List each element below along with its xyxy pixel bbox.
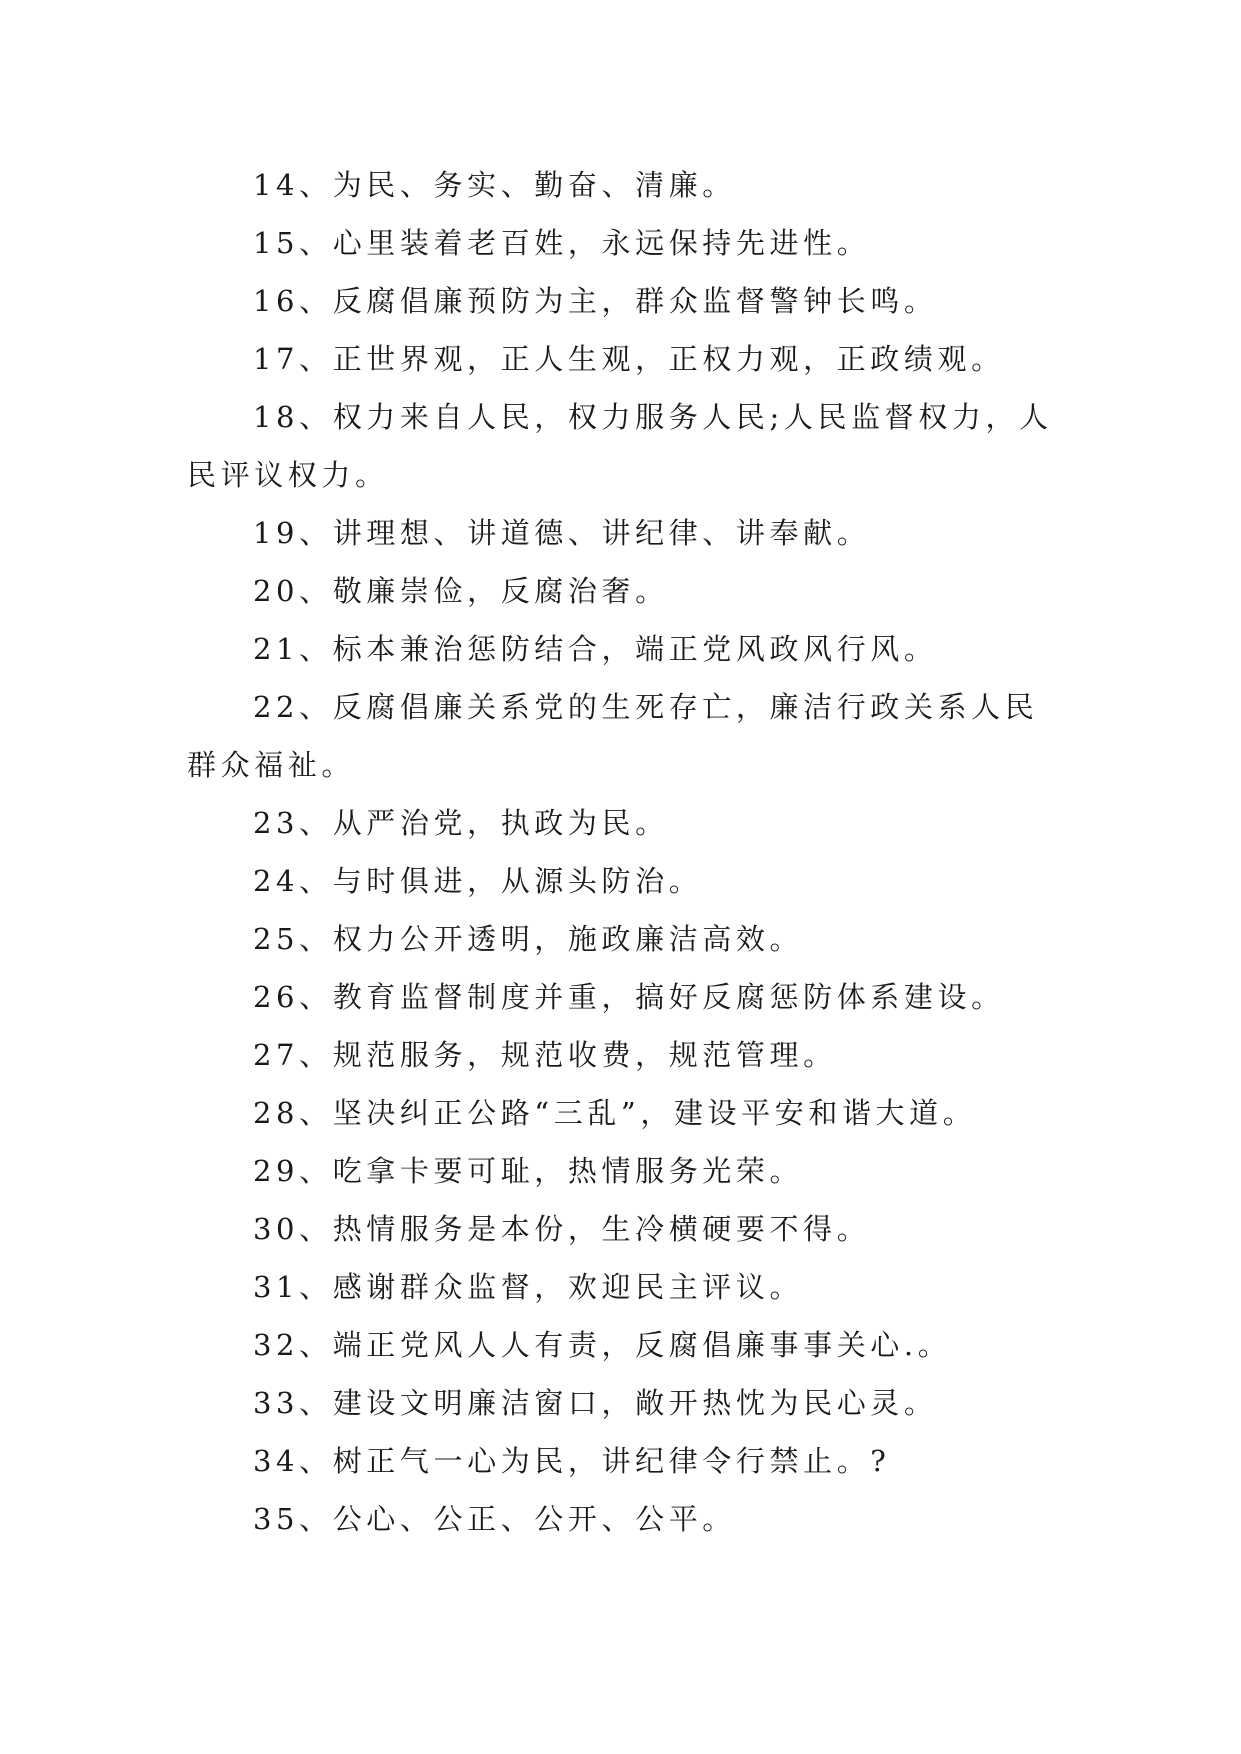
slogan-paragraph: 18、权力来自人民，权力服务人民;人民监督权力，人民评议权力。 bbox=[187, 400, 1053, 492]
slogan-paragraph: 27、规范服务，规范收费，规范管理。 bbox=[253, 1038, 837, 1072]
slogan-paragraph: 26、教育监督制度并重，搞好反腐惩防体系建设。 bbox=[253, 980, 1005, 1014]
slogan-paragraph: 19、讲理想、讲道德、讲纪律、讲奉献。 bbox=[253, 516, 871, 550]
slogan-paragraph: 24、与时俱进，从源头防治。 bbox=[253, 864, 703, 898]
slogan-paragraph: 33、建设文明廉洁窗口，敞开热忱为民心灵。 bbox=[253, 1386, 938, 1420]
slogan-paragraph: 31、感谢群众监督，欢迎民主评议。 bbox=[253, 1270, 804, 1304]
slogan-paragraph: 35、公心、公正、公开、公平。 bbox=[253, 1502, 736, 1536]
slogan-paragraph: 32、端正党风人人有责，反腐倡廉事事关心.。 bbox=[253, 1328, 952, 1362]
slogan-paragraph: 28、坚决纠正公路“三乱”，建设平安和谐大道。 bbox=[253, 1096, 977, 1130]
slogan-paragraph: 21、标本兼治惩防结合，端正党风政风行风。 bbox=[253, 632, 938, 666]
slogan-paragraph: 23、从严治党，执政为民。 bbox=[253, 806, 669, 840]
slogan-paragraph: 22、反腐倡廉关系党的生死存亡，廉洁行政关系人民群众福祉。 bbox=[187, 690, 1039, 782]
slogan-paragraph: 20、敬廉崇俭，反腐治奢。 bbox=[253, 574, 669, 608]
slogan-paragraph: 34、树正气一心为民，讲纪律令行禁止。? bbox=[253, 1444, 891, 1478]
slogan-paragraph: 14、为民、务实、勤奋、清廉。 bbox=[253, 168, 736, 202]
slogan-paragraph: 15、心里装着老百姓，永远保持先进性。 bbox=[253, 226, 871, 260]
slogan-paragraph: 16、反腐倡廉预防为主，群众监督警钟长鸣。 bbox=[253, 284, 938, 318]
document-body bbox=[187, 156, 1057, 1548]
slogan-paragraph: 30、热情服务是本份，生冷横硬要不得。 bbox=[253, 1212, 871, 1246]
slogan-paragraph: 17、正世界观，正人生观，正权力观，正政绩观。 bbox=[253, 342, 1005, 376]
slogan-paragraph: 29、吃拿卡要可耻，热情服务光荣。 bbox=[253, 1154, 804, 1188]
slogan-paragraph: 25、权力公开透明，施政廉洁高效。 bbox=[253, 922, 804, 956]
